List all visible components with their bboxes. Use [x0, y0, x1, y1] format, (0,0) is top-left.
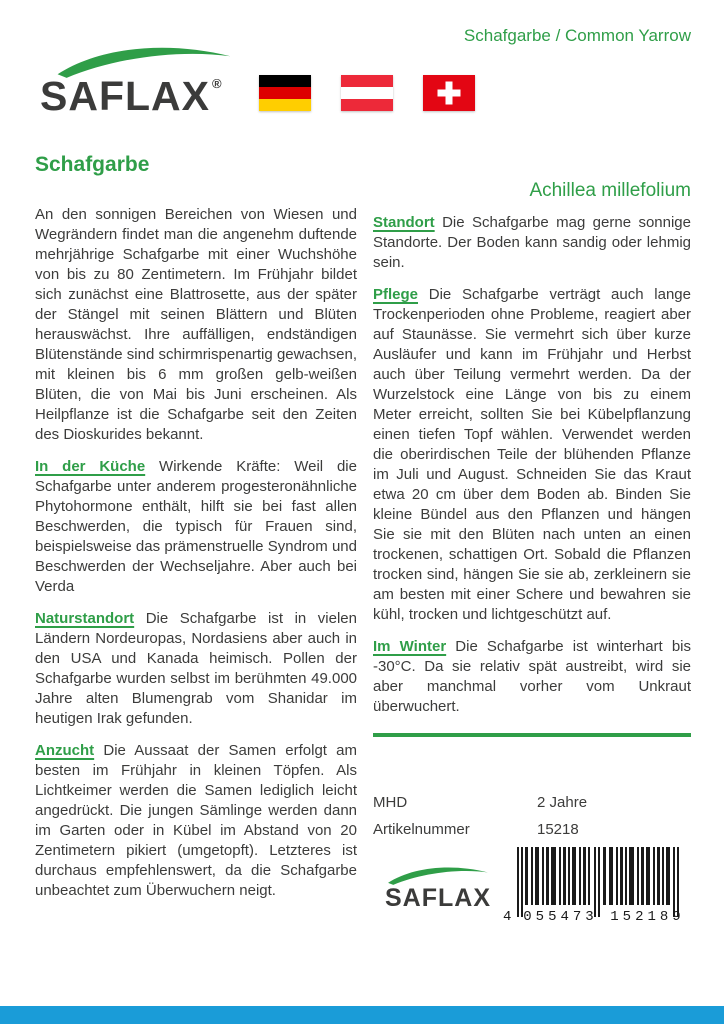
- info-row-mhd: [373, 789, 691, 816]
- divider-rule: [373, 733, 691, 737]
- brand-name: SAFLAX: [40, 73, 210, 119]
- brand-and-barcode: [373, 847, 691, 927]
- germany-flag: [259, 75, 311, 111]
- registered-mark: ®: [212, 76, 223, 91]
- country-flags: [259, 75, 475, 111]
- mhd-label: MHD: [373, 793, 408, 811]
- saflax-logo-small: [373, 862, 503, 927]
- section-im-winter: Im Winter Die Schafgarbe ist winterhart bis -30°C. Da sie relativ spät austreibt, wird sie aber manchmal vorher vom Unkraut überwuchert.: [373, 638, 692, 715]
- header-tagline: Schafgarbe / Common Yarrow: [463, 26, 691, 45]
- page-title: Schafgarbe: [35, 153, 150, 176]
- brand-wordmark: [40, 73, 245, 119]
- ean-barcode: [503, 847, 691, 927]
- saflax-logo: [40, 40, 245, 117]
- artikelnummer-label: Artikelnummer: [373, 820, 470, 838]
- section-in-der-kueche: In der Küche Wirkende Kräfte: Weil die Schafgarbe unter anderem progesteronähnliche Phytohormone enthält, hilft sie bei fast allen Beschwerden, die typisch für Frauen sind, beispielsweise das prämenstruelle Syndrom und Beschwerden der Wechseljahre. Aber auch bei Verda: [35, 458, 357, 595]
- section-naturstandort: Naturstandort Die Schafgarbe ist in vielen Ländern Nordeuropas, Nordasiens aber auch in den USA und Kanada heimisch. Pollen der Schafgarbe wurden selbst im berühmten 49.000 Jahre alten Blumengrab vom Shanidar im heutigen Irak gefunden.: [35, 610, 357, 727]
- barcode-digit-lead: 4: [503, 909, 512, 925]
- section-heading: Pflege: [373, 286, 419, 303]
- section-pflege: Pflege Die Schafgarbe verträgt auch lange Trockenperioden ohne Probleme, reagiert aber auf Staunässe. Sie vermehrt sich über kurze Ausläufer und kann im Frühjahr und Herbst auch über Teilung vermehrt werden. Da der Wurzelstock eine Länge von bis zu einem Meter erreicht, sollten Sie bei Kübelpflanzung einen tiefen Topf wählen. Verwendet werden die oberirdischen Teile der blühenden Pflanze im Juli und August. Schneiden Sie das Kraut etwa 20 cm über dem Boden ab. Binden Sie kleine Bündel aus den Pflanzen und hängen Sie sie mit den Blüten nach unten an einen trockenen, schattigen Ort. Sobald die Pflanzen trocken sind, hängen Sie sie ab, zerkleinern sie am besten mit einer Schere und bewahren sie kühl, trocken und lichtgeschützt auf.: [373, 286, 691, 623]
- bottom-color-bar: [0, 1006, 724, 1024]
- section-heading: Anzucht: [35, 742, 95, 759]
- barcode-digits: [503, 907, 691, 927]
- brand-row: [0, 0, 724, 117]
- mhd-value: 2 Jahre: [537, 793, 588, 811]
- section-heading: Naturstandort: [35, 610, 135, 627]
- section-anzucht: Anzucht Die Aussaat der Samen erfolgt am besten im Frühjahr in kleinen Töpfen. Als Lichtkeimer werden die Samen lediglich leicht angedrückt. Die jungen Sämlinge werden dann im Garten oder in Kübel im Abstand von 20 Zentimetern pikiert (umgetopft). Letzteres ist durchaus empfehlenswert, da die Schafgarbe unbeachtet zum Überwuchern neigt.: [35, 742, 357, 899]
- barcode-digit-group-1: 055473: [523, 909, 598, 925]
- content-columns: [0, 117, 724, 927]
- artikelnummer-value: 15218: [537, 820, 579, 838]
- section-heading: In der Küche: [35, 458, 146, 475]
- product-info: [373, 789, 691, 843]
- info-row-artikelnummer: [373, 816, 691, 843]
- section-standort: Standort Die Schafgarbe mag gerne sonnige Standorte. Der Boden kann sandig oder lehmig sein.: [373, 214, 691, 271]
- barcode-digit-group-2: 152189: [610, 909, 685, 925]
- latin-name: Achillea millefolium: [529, 180, 691, 201]
- brand-name: SAFLAX: [385, 884, 491, 912]
- section-heading: Im Winter: [373, 638, 447, 655]
- right-column: [373, 155, 691, 927]
- intro-paragraph: An den sonnigen Bereichen von Wiesen und Wegrändern findet man die angenehm duftende mehrjährige Schafgarbe mit einer Wuchshöhe von bis zu 80 Zentimetern. Im Frühjahr bildet sich zunächst eine Blattrosette, aus der später der Stängel mit seinen Blättern und Blüten herauswächst. Ihre auffälligen, endständigen Blütenstände sind schirmrispenartig gewachsen, mit kleinen bis 6 mm großen gelb-weißen Blüten, die von Mai bis Juni erscheinen. Als Heilpflanze ist die Schafgarbe seit den Zeiten des Dioskurides bekannt.: [35, 206, 357, 443]
- austria-flag: [341, 75, 393, 111]
- switzerland-flag: [423, 75, 475, 111]
- brand-swoosh-icon: [386, 862, 490, 886]
- section-heading: Standort: [373, 214, 435, 231]
- left-column: [35, 155, 357, 927]
